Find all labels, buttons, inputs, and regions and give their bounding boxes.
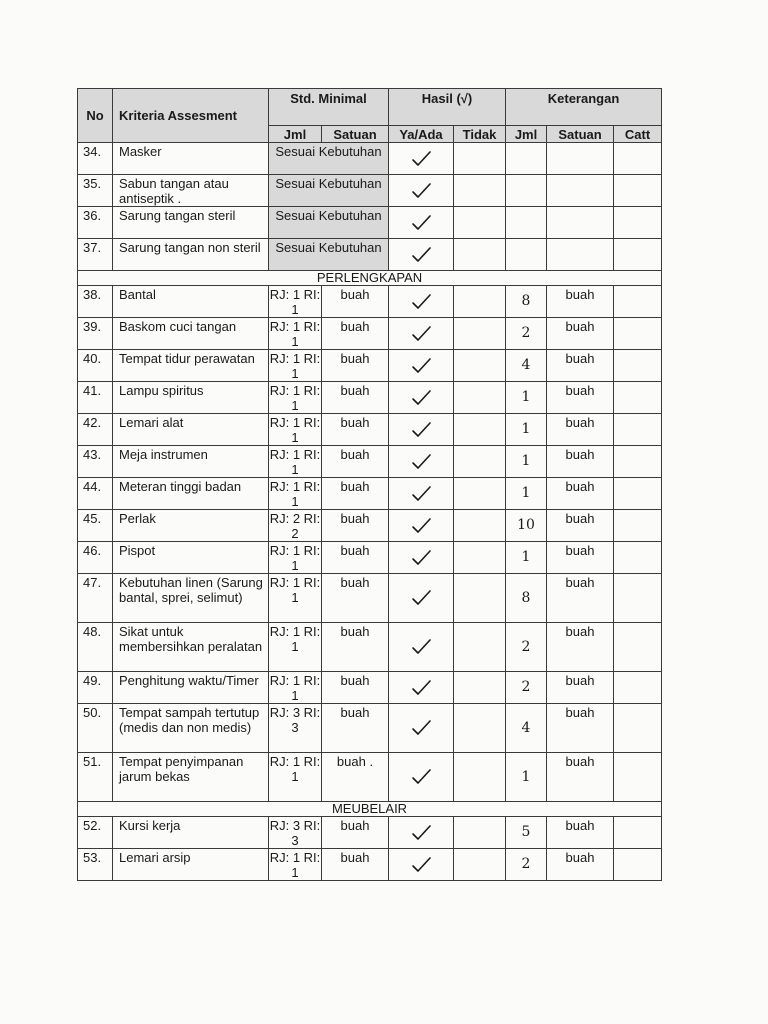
row-number: 35. xyxy=(78,175,113,207)
table-row xyxy=(78,542,662,574)
col-hasil-header: Hasil (√) xyxy=(389,89,506,126)
check-mark-icon xyxy=(410,325,432,343)
row-std-jml: RJ: 1 RI: 1 xyxy=(269,447,321,477)
row-std-jml: RJ: 1 RI: 1 xyxy=(269,574,322,623)
row-catt xyxy=(614,478,662,510)
row-ya-ada xyxy=(389,574,454,623)
row-catt xyxy=(614,574,662,623)
row-k-jml: 5 xyxy=(506,817,547,849)
row-catt xyxy=(614,207,662,239)
check-mark-icon xyxy=(410,389,432,407)
row-k-satuan: buah xyxy=(547,318,614,350)
row-number: 44. xyxy=(78,478,113,510)
table-row xyxy=(78,207,662,239)
row-ya-ada xyxy=(389,175,454,207)
row-catt xyxy=(614,672,662,704)
row-k-satuan: buah xyxy=(547,623,614,672)
row-kriteria: Sarung tangan non steril xyxy=(113,239,269,271)
row-catt xyxy=(614,849,662,881)
row-number: 38. xyxy=(78,286,113,318)
row-ya-ada xyxy=(389,318,454,350)
row-kriteria: Tempat sampah tertutup (medis dan non medis) xyxy=(113,704,269,753)
row-tidak xyxy=(454,318,506,350)
row-k-satuan: buah xyxy=(547,350,614,382)
table-row xyxy=(78,817,662,849)
row-std-satuan: buah xyxy=(322,849,389,881)
row-ya-ada xyxy=(389,382,454,414)
row-std-satuan: buah xyxy=(322,350,389,382)
section-title: PERLENGKAPAN xyxy=(78,271,662,286)
row-std-jml: RJ: 1 RI: 1 xyxy=(269,753,322,802)
check-mark-icon xyxy=(410,638,432,656)
row-tidak xyxy=(454,239,506,271)
check-mark-icon xyxy=(410,589,432,607)
row-std-jml: RJ: 1 RI: 1 xyxy=(269,623,322,672)
table-row xyxy=(78,382,662,414)
row-k-satuan: buah xyxy=(547,672,614,704)
row-catt xyxy=(614,510,662,542)
row-tidak xyxy=(454,574,506,623)
row-k-satuan xyxy=(547,143,614,175)
row-kriteria: Perlak xyxy=(113,510,269,542)
row-std-satuan: buah xyxy=(322,672,389,704)
row-tidak xyxy=(454,207,506,239)
row-kriteria: Meja instrumen xyxy=(113,446,269,478)
check-mark-icon xyxy=(410,453,432,471)
row-kriteria: Penghitung waktu/Timer xyxy=(113,672,269,704)
col-tidak-header: Tidak xyxy=(454,126,506,143)
row-ya-ada xyxy=(389,623,454,672)
row-k-satuan: buah xyxy=(547,753,614,802)
row-catt xyxy=(614,143,662,175)
row-catt xyxy=(614,318,662,350)
table-row xyxy=(78,623,662,672)
table-row xyxy=(78,350,662,382)
row-tidak xyxy=(454,704,506,753)
row-std-jml: RJ: 1 RI: 1 xyxy=(269,850,321,880)
table-row xyxy=(78,414,662,446)
row-std-satuan: buah xyxy=(322,478,389,510)
row-k-satuan: buah xyxy=(547,817,614,849)
col-no-header: No xyxy=(78,89,113,143)
row-kriteria: Pispot xyxy=(113,542,269,574)
table-row xyxy=(78,175,662,207)
check-mark-icon xyxy=(410,214,432,232)
check-mark-icon xyxy=(410,150,432,168)
row-k-jml: 1 xyxy=(506,478,547,510)
row-number: 42. xyxy=(78,414,113,446)
row-ya-ada xyxy=(389,446,454,478)
section-row xyxy=(78,802,662,817)
row-tidak xyxy=(454,623,506,672)
col-kriteria-header: Kriteria Assesment xyxy=(113,89,269,143)
check-mark-icon xyxy=(410,517,432,535)
row-number: 49. xyxy=(78,672,113,704)
row-kriteria: Sabun tangan atau antiseptik . xyxy=(113,175,269,207)
row-kriteria: Tempat penyimpanan jarum bekas xyxy=(113,753,269,802)
row-kriteria: Sikat untuk membersihkan peralatan xyxy=(113,623,269,672)
check-mark-icon xyxy=(410,768,432,786)
row-number: 34. xyxy=(78,143,113,175)
check-mark-icon xyxy=(410,719,432,737)
row-catt xyxy=(614,350,662,382)
row-k-satuan: buah xyxy=(547,478,614,510)
table-row xyxy=(78,446,662,478)
row-std-jml: RJ: 1 RI: 1 xyxy=(269,287,321,317)
row-ya-ada xyxy=(389,510,454,542)
check-mark-icon xyxy=(410,246,432,264)
row-kriteria: Kursi kerja xyxy=(113,817,269,849)
row-number: 52. xyxy=(78,817,113,849)
table-row xyxy=(78,753,662,802)
row-std-satuan: buah xyxy=(322,318,389,350)
section-row xyxy=(78,271,662,286)
row-k-jml: 1 xyxy=(506,414,547,446)
check-mark-icon xyxy=(410,485,432,503)
row-std-jml: RJ: 2 RI: 2 xyxy=(269,511,321,541)
col-catt-header: Catt xyxy=(614,126,662,143)
row-k-jml xyxy=(506,207,547,239)
row-tidak xyxy=(454,672,506,704)
row-std-minimal: Sesuai Kebutuhan xyxy=(269,207,389,239)
row-ya-ada xyxy=(389,478,454,510)
row-std-satuan: buah xyxy=(322,414,389,446)
row-std-jml: RJ: 1 RI: 1 xyxy=(269,319,321,349)
row-kriteria: Kebutuhan linen (Sarung bantal, sprei, selimut) xyxy=(113,574,269,623)
row-ya-ada xyxy=(389,143,454,175)
col-satuan-header: Satuan xyxy=(322,126,389,143)
table-row xyxy=(78,849,662,881)
table-row xyxy=(78,478,662,510)
row-k-satuan: buah xyxy=(547,286,614,318)
row-k-jml xyxy=(506,239,547,271)
row-kriteria: Baskom cuci tangan xyxy=(113,318,269,350)
row-number: 45. xyxy=(78,510,113,542)
row-k-satuan: buah xyxy=(547,414,614,446)
row-number: 37. xyxy=(78,239,113,271)
col-k-jml-header: Jml xyxy=(506,126,547,143)
col-ya-ada-header: Ya/Ada xyxy=(389,126,454,143)
row-k-jml: 4 xyxy=(506,704,547,753)
row-std-minimal: Sesuai Kebutuhan xyxy=(269,175,389,207)
check-mark-icon xyxy=(410,856,432,874)
row-number: 40. xyxy=(78,350,113,382)
check-mark-icon xyxy=(410,824,432,842)
row-std-jml: RJ: 1 RI: 1 xyxy=(269,479,321,509)
row-tidak xyxy=(454,286,506,318)
row-std-satuan: buah xyxy=(322,510,389,542)
row-catt xyxy=(614,175,662,207)
row-tidak xyxy=(454,382,506,414)
row-catt xyxy=(614,704,662,753)
row-std-satuan: buah . xyxy=(322,753,389,802)
row-std-minimal: Sesuai Kebutuhan xyxy=(269,143,389,175)
check-mark-icon xyxy=(410,357,432,375)
row-tidak xyxy=(454,350,506,382)
row-std-jml: RJ: 1 RI: 1 xyxy=(269,351,321,381)
row-ya-ada xyxy=(389,672,454,704)
table-header xyxy=(78,89,662,143)
row-std-jml: RJ: 1 RI: 1 xyxy=(269,415,321,445)
table-body xyxy=(78,143,662,881)
row-k-jml: 8 xyxy=(506,574,547,623)
row-std-satuan: buah xyxy=(322,382,389,414)
table-row xyxy=(78,672,662,704)
row-ya-ada xyxy=(389,542,454,574)
row-ya-ada xyxy=(389,704,454,753)
row-std-satuan: buah xyxy=(322,542,389,574)
row-kriteria: Bantal xyxy=(113,286,269,318)
row-kriteria: Lemari arsip xyxy=(113,849,269,881)
row-catt xyxy=(614,382,662,414)
row-std-jml: RJ: 1 RI: 1 xyxy=(269,673,321,703)
check-mark-icon xyxy=(410,549,432,567)
row-k-jml: 8 xyxy=(506,286,547,318)
row-k-satuan: buah xyxy=(547,704,614,753)
row-tidak xyxy=(454,542,506,574)
row-k-jml: 2 xyxy=(506,318,547,350)
row-k-satuan: buah xyxy=(547,849,614,881)
row-number: 46. xyxy=(78,542,113,574)
row-std-satuan: buah xyxy=(322,623,389,672)
row-std-satuan: buah xyxy=(322,574,389,623)
row-catt xyxy=(614,623,662,672)
row-catt xyxy=(614,753,662,802)
row-k-satuan: buah xyxy=(547,510,614,542)
row-k-jml: 1 xyxy=(506,446,547,478)
col-keterangan-header: Keterangan xyxy=(506,89,662,126)
row-std-jml: RJ: 1 RI: 1 xyxy=(269,383,321,413)
row-k-jml: 2 xyxy=(506,849,547,881)
row-number: 36. xyxy=(78,207,113,239)
row-k-satuan xyxy=(547,175,614,207)
table-row xyxy=(78,510,662,542)
table-row xyxy=(78,318,662,350)
row-kriteria: Sarung tangan steril xyxy=(113,207,269,239)
row-tidak xyxy=(454,478,506,510)
row-number: 41. xyxy=(78,382,113,414)
row-number: 51. xyxy=(78,753,113,802)
row-ya-ada xyxy=(389,817,454,849)
row-k-jml: 2 xyxy=(506,672,547,704)
row-number: 48. xyxy=(78,623,113,672)
row-catt xyxy=(614,286,662,318)
col-k-satuan-header: Satuan xyxy=(547,126,614,143)
row-catt xyxy=(614,817,662,849)
row-kriteria: Lemari alat xyxy=(113,414,269,446)
row-catt xyxy=(614,542,662,574)
row-number: 39. xyxy=(78,318,113,350)
row-tidak xyxy=(454,446,506,478)
row-catt xyxy=(614,239,662,271)
row-tidak xyxy=(454,849,506,881)
check-mark-icon xyxy=(410,421,432,439)
row-k-jml: 1 xyxy=(506,542,547,574)
row-tidak xyxy=(454,817,506,849)
row-catt xyxy=(614,414,662,446)
row-ya-ada xyxy=(389,849,454,881)
row-number: 50. xyxy=(78,704,113,753)
row-kriteria: Lampu spiritus xyxy=(113,382,269,414)
check-mark-icon xyxy=(410,679,432,697)
col-std-minimal-header: Std. Minimal xyxy=(269,89,389,126)
row-catt xyxy=(614,446,662,478)
row-k-jml: 4 xyxy=(506,350,547,382)
row-number: 53. xyxy=(78,849,113,881)
row-std-satuan: buah xyxy=(322,817,389,849)
row-std-satuan: buah xyxy=(322,446,389,478)
row-tidak xyxy=(454,510,506,542)
assessment-table xyxy=(77,88,662,881)
row-tidak xyxy=(454,143,506,175)
row-std-jml: RJ: 1 RI: 1 xyxy=(269,543,321,573)
row-number: 43. xyxy=(78,446,113,478)
row-tidak xyxy=(454,414,506,446)
row-k-satuan: buah xyxy=(547,574,614,623)
row-k-jml: 1 xyxy=(506,382,547,414)
row-tidak xyxy=(454,753,506,802)
row-k-jml: 1 xyxy=(506,753,547,802)
row-std-jml: RJ: 3 RI: 3 xyxy=(269,818,321,848)
row-k-satuan: buah xyxy=(547,382,614,414)
row-ya-ada xyxy=(389,350,454,382)
row-ya-ada xyxy=(389,414,454,446)
row-number: 47. xyxy=(78,574,113,623)
row-ya-ada xyxy=(389,239,454,271)
table-row xyxy=(78,239,662,271)
table-row xyxy=(78,286,662,318)
row-ya-ada xyxy=(389,286,454,318)
row-kriteria: Meteran tinggi badan xyxy=(113,478,269,510)
row-tidak xyxy=(454,175,506,207)
table-row xyxy=(78,143,662,175)
row-ya-ada xyxy=(389,207,454,239)
row-k-satuan: buah xyxy=(547,542,614,574)
check-mark-icon xyxy=(410,293,432,311)
row-kriteria: Masker xyxy=(113,143,269,175)
row-k-jml xyxy=(506,175,547,207)
row-k-jml xyxy=(506,143,547,175)
row-k-satuan xyxy=(547,207,614,239)
row-k-jml: 2 xyxy=(506,623,547,672)
row-std-satuan: buah xyxy=(322,286,389,318)
row-ya-ada xyxy=(389,753,454,802)
section-title: MEUBELAIR xyxy=(78,802,662,817)
table-row xyxy=(78,704,662,753)
row-k-jml: 10 xyxy=(506,510,547,542)
row-k-satuan: buah xyxy=(547,446,614,478)
check-mark-icon xyxy=(410,182,432,200)
row-k-satuan xyxy=(547,239,614,271)
row-std-satuan: buah xyxy=(322,704,389,753)
row-std-minimal: Sesuai Kebutuhan xyxy=(269,239,389,271)
row-std-jml: RJ: 3 RI: 3 xyxy=(269,704,322,753)
table-row xyxy=(78,574,662,623)
row-kriteria: Tempat tidur perawatan xyxy=(113,350,269,382)
col-jml-header: Jml xyxy=(269,126,322,143)
